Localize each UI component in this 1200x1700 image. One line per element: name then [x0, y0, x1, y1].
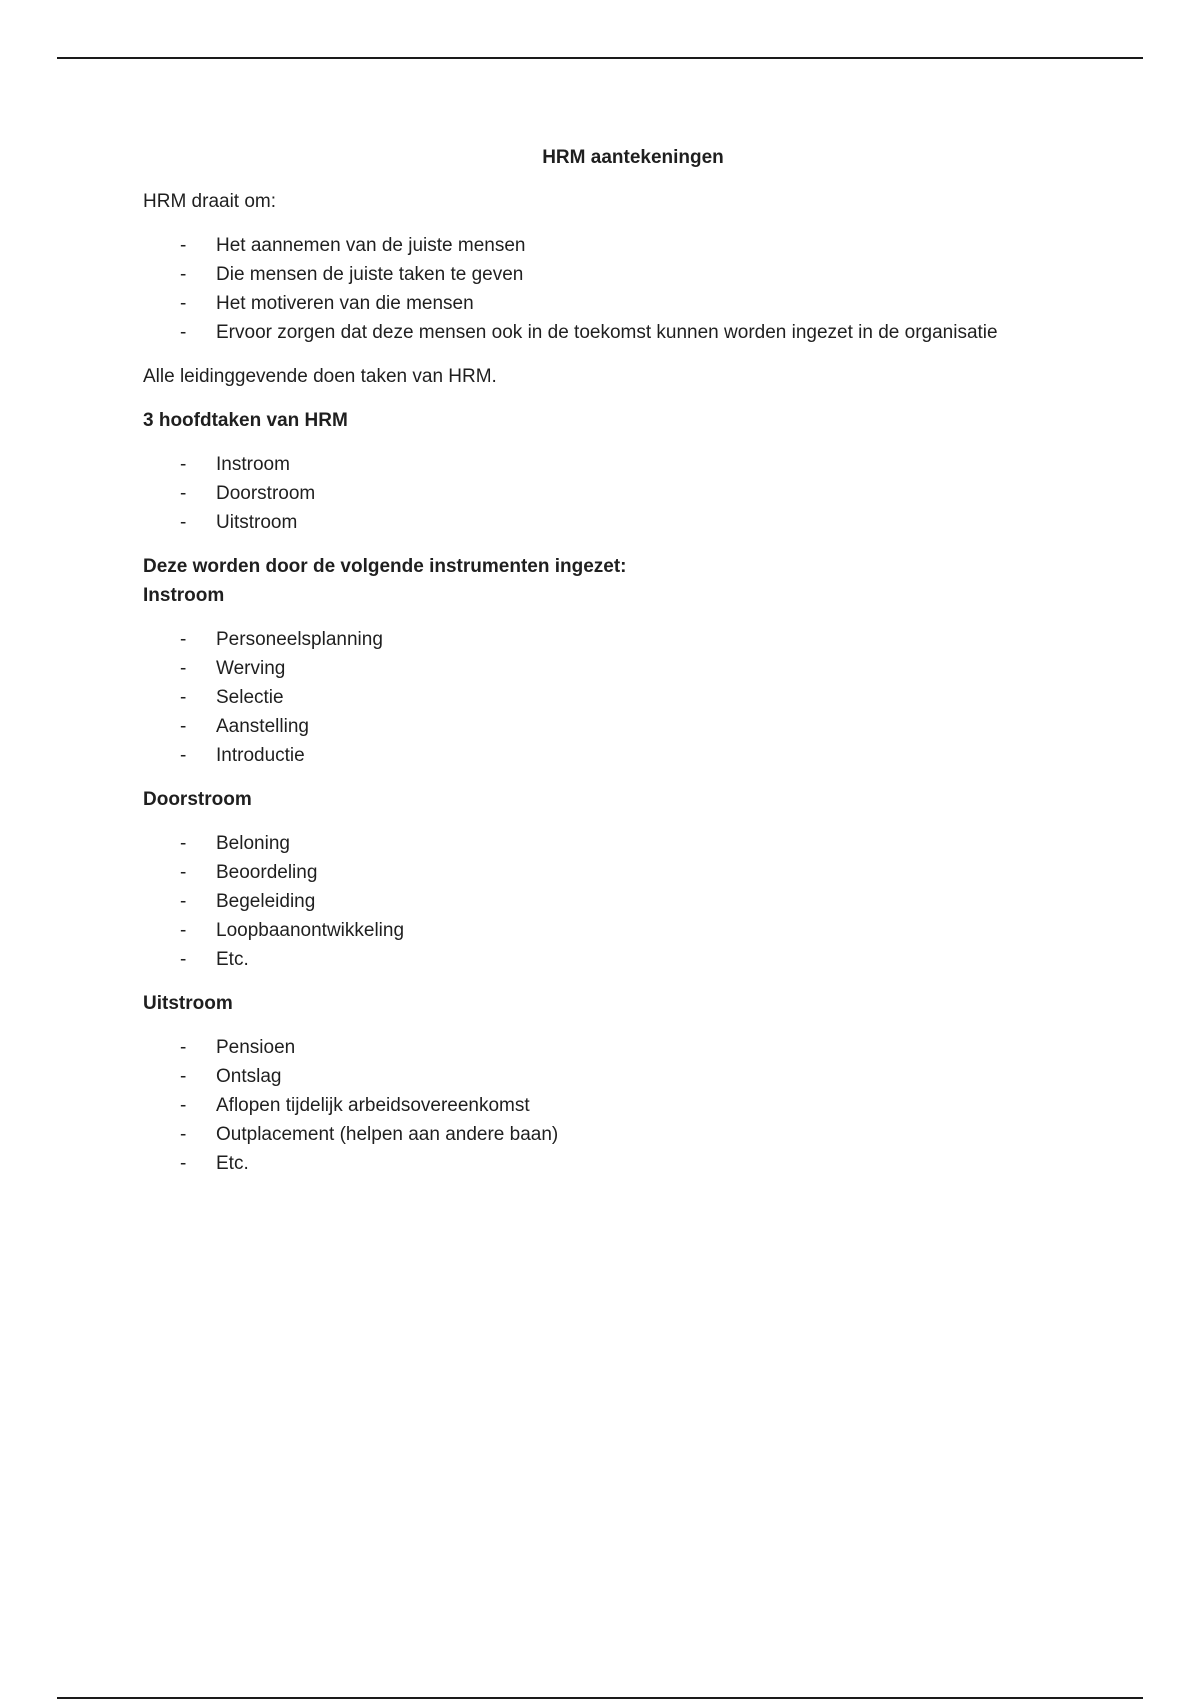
dash-bullet: -	[180, 1124, 187, 1145]
uitstroom-list	[143, 1033, 1103, 1178]
dash-bullet: -	[180, 862, 187, 883]
dash-bullet: -	[180, 658, 187, 679]
list-item: - Uitstroom	[143, 508, 1103, 537]
footer-rule	[57, 1697, 1143, 1699]
dash-bullet: -	[180, 454, 187, 475]
list-item: - Personeelsplanning	[143, 625, 1103, 654]
dash-bullet: -	[180, 322, 187, 343]
doorstroom-heading: Doorstroom	[143, 789, 252, 810]
list-item: - Introductie	[143, 741, 1103, 770]
list-item: - Het aannemen van de juiste mensen	[143, 231, 1103, 260]
dash-bullet: -	[180, 512, 187, 533]
list-item: - Etc.	[143, 945, 1103, 974]
list-item: - Ontslag	[143, 1062, 1103, 1091]
list-item: - Het motiveren van die mensen	[143, 289, 1103, 318]
list-item: - Etc.	[143, 1149, 1103, 1178]
list-item: - Ervoor zorgen dat deze mensen ook in de toekomst kunnen worden ingezet in de organisatie	[143, 318, 1103, 347]
doorstroom-list	[143, 829, 1103, 974]
dash-bullet: -	[180, 891, 187, 912]
dash-bullet: -	[180, 1066, 187, 1087]
intro-text: HRM draait om:	[143, 191, 277, 212]
list-item: - Instroom	[143, 450, 1103, 479]
main-tasks-heading: 3 hoofdtaken van HRM	[143, 410, 348, 431]
list-item: - Aflopen tijdelijk arbeidsovereenkomst	[143, 1091, 1103, 1120]
dash-bullet: -	[180, 629, 187, 650]
list-item: - Die mensen de juiste taken te geven	[143, 260, 1103, 289]
dash-bullet: -	[180, 483, 187, 504]
dash-bullet: -	[180, 1153, 187, 1174]
intro-list	[143, 231, 1103, 347]
list-item: - Selectie	[143, 683, 1103, 712]
dash-bullet: -	[180, 264, 187, 285]
list-item: - Werving	[143, 654, 1103, 683]
document-title: HRM aantekeningen	[542, 147, 724, 168]
main-tasks-list	[143, 450, 1103, 537]
dash-bullet: -	[180, 235, 187, 256]
instroom-heading: Instroom	[143, 585, 225, 606]
dash-bullet: -	[180, 716, 187, 737]
dash-bullet: -	[180, 745, 187, 766]
instruments-heading: Deze worden door de volgende instrumenten ingezet:	[143, 556, 627, 577]
header-rule	[57, 57, 1143, 59]
uitstroom-heading: Uitstroom	[143, 993, 233, 1014]
list-item: - Beloning	[143, 829, 1103, 858]
dash-bullet: -	[180, 687, 187, 708]
dash-bullet: -	[180, 949, 187, 970]
list-item: - Aanstelling	[143, 712, 1103, 741]
list-item: - Outplacement (helpen aan andere baan)	[143, 1120, 1103, 1149]
instroom-list	[143, 625, 1103, 770]
list-item: - Pensioen	[143, 1033, 1103, 1062]
list-item: - Begeleiding	[143, 887, 1103, 916]
dash-bullet: -	[180, 1037, 187, 1058]
list-item: - Doorstroom	[143, 479, 1103, 508]
list-item: - Beoordeling	[143, 858, 1103, 887]
dash-bullet: -	[180, 833, 187, 854]
dash-bullet: -	[180, 293, 187, 314]
instruments-heading-block	[143, 552, 1103, 610]
dash-bullet: -	[180, 920, 187, 941]
document-page	[143, 143, 1103, 1193]
list-item: - Loopbaanontwikkeling	[143, 916, 1103, 945]
dash-bullet: -	[180, 1095, 187, 1116]
leaders-note: Alle leidinggevende doen taken van HRM.	[143, 366, 497, 387]
